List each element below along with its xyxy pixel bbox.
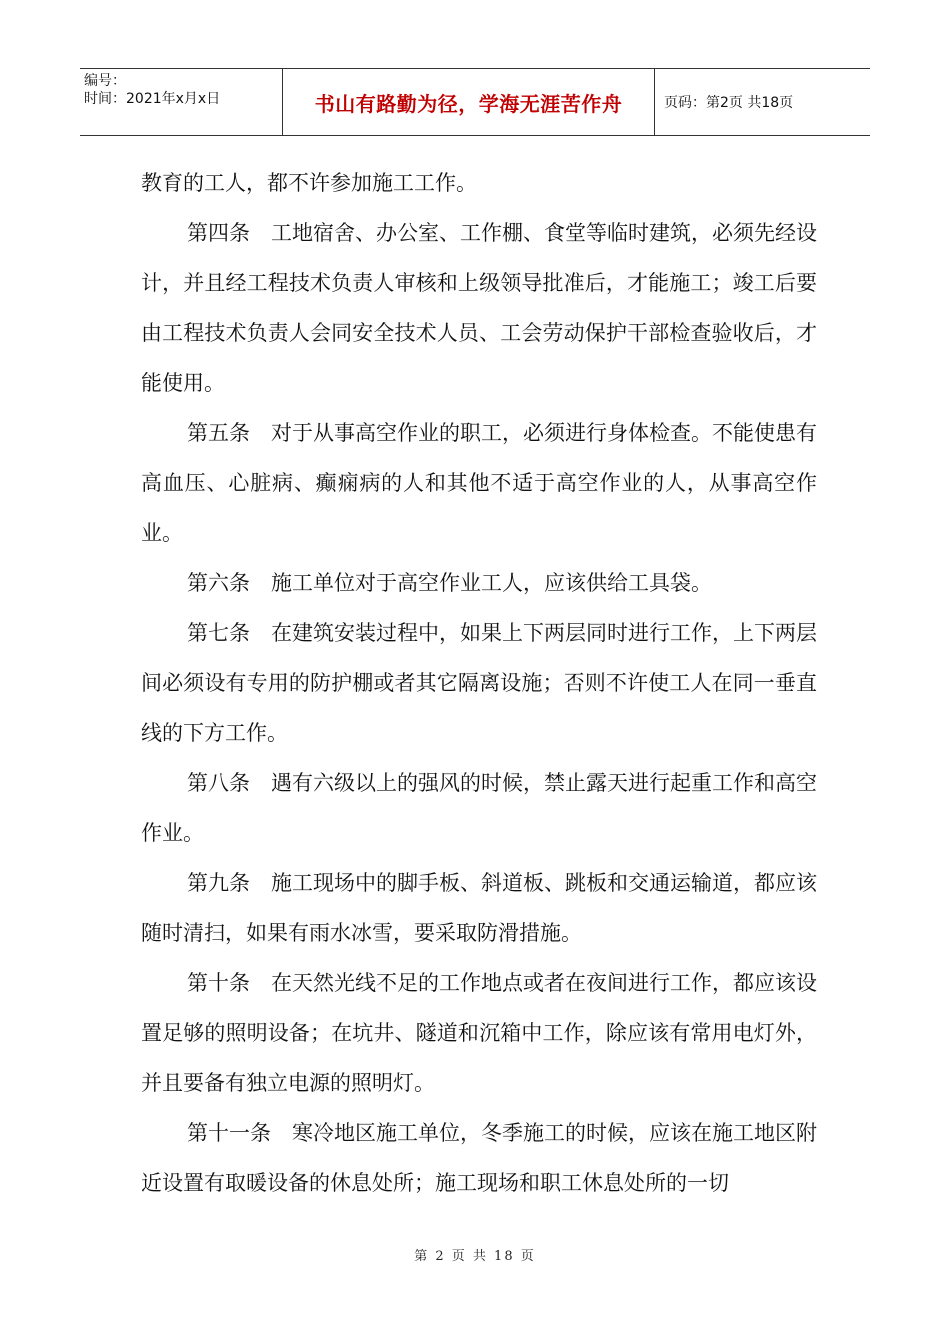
header-meta	[80, 69, 283, 135]
document-number-label: 编号：	[84, 73, 126, 89]
header-page-info-cell	[655, 69, 870, 135]
document-time-label: 时间：2021年x月x日	[84, 91, 221, 107]
header-motto-cell	[283, 69, 655, 135]
page-footer: 第 2 页 共 18 页	[414, 1249, 536, 1264]
header-motto: 书山有路勤为径，学海无涯苦作舟	[314, 91, 623, 116]
paragraph-article-9: 第九条 施工现场中的脚手板、斜道板、跳板和交通运输道，都应该随时清扫，如果有雨水冰雪，要采取防滑措施。	[141, 871, 817, 945]
paragraph-article-8: 第八条 遇有六级以上的强风的时候，禁止露天进行起重工作和高空作业。	[141, 771, 817, 845]
paragraph-article-11: 第十一条 寒冷地区施工单位，冬季施工的时候，应该在施工地区附近设置有取暖设备的休息处所；施工现场和职工休息处所的一切	[141, 1121, 817, 1195]
paragraph-article-10: 第十条 在天然光线不足的工作地点或者在夜间进行工作，都应该设置足够的照明设备；在坑井、隧道和沉箱中工作，除应该有常用电灯外，并且要备有独立电源的照明灯。	[141, 971, 817, 1095]
document-header	[80, 68, 870, 136]
paragraph-continuation: 教育的工人，都不许参加施工工作。	[141, 171, 477, 195]
paragraph-article-5: 第五条 对于从事高空作业的职工，必须进行身体检查。不能使患有高血压、心脏病、癫痫病的人和其他不适于高空作业的人，从事高空作业。	[141, 421, 817, 545]
paragraph-article-6: 第六条 施工单位对于高空作业工人，应该供给工具袋。	[187, 571, 712, 595]
paragraph-article-7: 第七条 在建筑安装过程中，如果上下两层同时进行工作，上下两层间必须设有专用的防护棚或者其它隔离设施；否则不许使工人在同一垂直线的下方工作。	[141, 621, 817, 745]
header-page-info: 页码：第2页 共18页	[664, 95, 794, 111]
document-body	[141, 158, 817, 1208]
paragraph-article-4: 第四条 工地宿舍、办公室、工作棚、食堂等临时建筑，必须先经设计，并且经工程技术负责人审核和上级领导批准后，才能施工；竣工后要由工程技术负责人会同安全技术人员、工会劳动保护干部检查验收后，才能使用。	[141, 221, 817, 395]
